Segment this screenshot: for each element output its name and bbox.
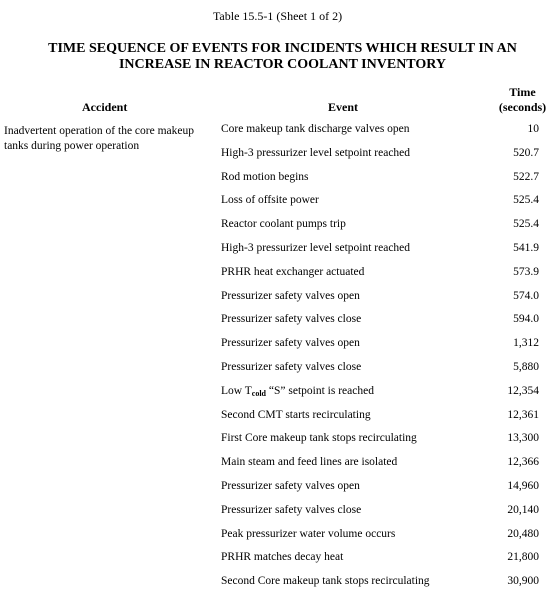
- event-cell: Pressurizer safety valves close: [221, 313, 362, 326]
- event-cell: High-3 pressurizer level setpoint reached: [221, 241, 411, 254]
- table-row: [0, 549, 555, 573]
- event-cell: PRHR matches decay heat: [221, 551, 344, 564]
- table-row: [0, 169, 555, 193]
- table-row: [0, 264, 555, 288]
- time-cell: 12,354: [507, 384, 539, 397]
- table-row: [0, 192, 555, 216]
- event-subscript: cold: [251, 388, 267, 398]
- event-cell: PRHR heat exchanger actuated: [221, 265, 365, 278]
- time-cell: 12,361: [507, 408, 539, 421]
- time-cell: 520.7: [513, 146, 539, 159]
- table-title-line-2: INCREASE IN REACTOR COOLANT INVENTORY: [118, 57, 447, 72]
- event-text: “S” setpoint is reached: [266, 384, 374, 397]
- column-header-time-label: Time: [509, 85, 536, 99]
- column-header-time: [490, 85, 555, 115]
- time-cell: 10: [527, 123, 539, 135]
- time-cell: 14,960: [507, 479, 539, 492]
- table-row: [0, 454, 555, 478]
- time-cell: 1,312: [513, 337, 539, 350]
- table-row: [0, 335, 555, 359]
- time-cell: 30,900: [507, 575, 539, 588]
- table-row: [0, 407, 555, 431]
- table-row: [0, 145, 555, 169]
- time-cell: 20,480: [507, 527, 539, 540]
- event-cell: Core makeup tank discharge valves open: [221, 123, 410, 135]
- table-row: [0, 526, 555, 550]
- event-cell: [221, 385, 374, 398]
- time-cell: 20,140: [507, 503, 539, 516]
- table-title: [30, 41, 535, 73]
- table-caption: Table 15.5-1 (Sheet 1 of 2): [212, 9, 343, 23]
- time-cell: 5,880: [513, 360, 539, 373]
- table-title-line-1: TIME SEQUENCE OF EVENTS FOR INCIDENTS WHICH RESULT IN AN: [48, 41, 517, 56]
- time-cell: 21,800: [507, 551, 539, 564]
- table-row: [0, 573, 555, 597]
- time-cell: 525.4: [513, 218, 539, 231]
- event-cell: Pressurizer safety valves open: [221, 479, 360, 492]
- time-cell: 525.4: [513, 194, 539, 207]
- event-cell: Pressurizer safety valves open: [221, 289, 360, 302]
- accident-description: Inadvertent operation of the core makeup tanks during power operation: [4, 125, 194, 152]
- table-row: [0, 478, 555, 502]
- time-cell: 573.9: [513, 265, 539, 278]
- time-cell: 12,366: [507, 456, 539, 469]
- event-cell: Pressurizer safety valves close: [221, 360, 362, 373]
- column-header-accident: Accident: [82, 100, 128, 114]
- table-row: [0, 121, 555, 145]
- table-row: [0, 383, 555, 407]
- event-cell: High-3 pressurizer level setpoint reached: [221, 146, 411, 159]
- time-cell: 522.7: [513, 170, 539, 183]
- column-header-event: Event: [328, 100, 358, 114]
- event-cell: Loss of offsite power: [221, 194, 319, 207]
- time-cell: 574.0: [513, 289, 539, 302]
- event-cell: Rod motion begins: [221, 170, 309, 183]
- event-cell: Peak pressurizer water volume occurs: [221, 527, 396, 540]
- table-row: [0, 502, 555, 526]
- event-text: Low T: [221, 384, 252, 397]
- event-cell: Second Core makeup tank stops recirculating: [221, 575, 430, 588]
- time-cell: 541.9: [513, 241, 539, 254]
- table-row: [0, 359, 555, 383]
- event-list: [0, 121, 555, 597]
- event-cell: Pressurizer safety valves close: [221, 503, 362, 516]
- event-cell: Main steam and feed lines are isolated: [221, 456, 398, 469]
- event-cell: Reactor coolant pumps trip: [221, 218, 346, 231]
- column-header-time-unit: (seconds): [498, 100, 547, 114]
- time-cell: 13,300: [507, 432, 539, 445]
- time-cell: 594.0: [513, 313, 539, 326]
- table-row: [0, 240, 555, 264]
- table-row: [0, 216, 555, 240]
- event-cell: Second CMT starts recirculating: [221, 408, 371, 421]
- event-cell: Pressurizer safety valves open: [221, 337, 360, 350]
- table-row: [0, 288, 555, 312]
- table-row: [0, 430, 555, 454]
- event-cell: First Core makeup tank stops recirculating: [221, 432, 417, 445]
- table-row: [0, 311, 555, 335]
